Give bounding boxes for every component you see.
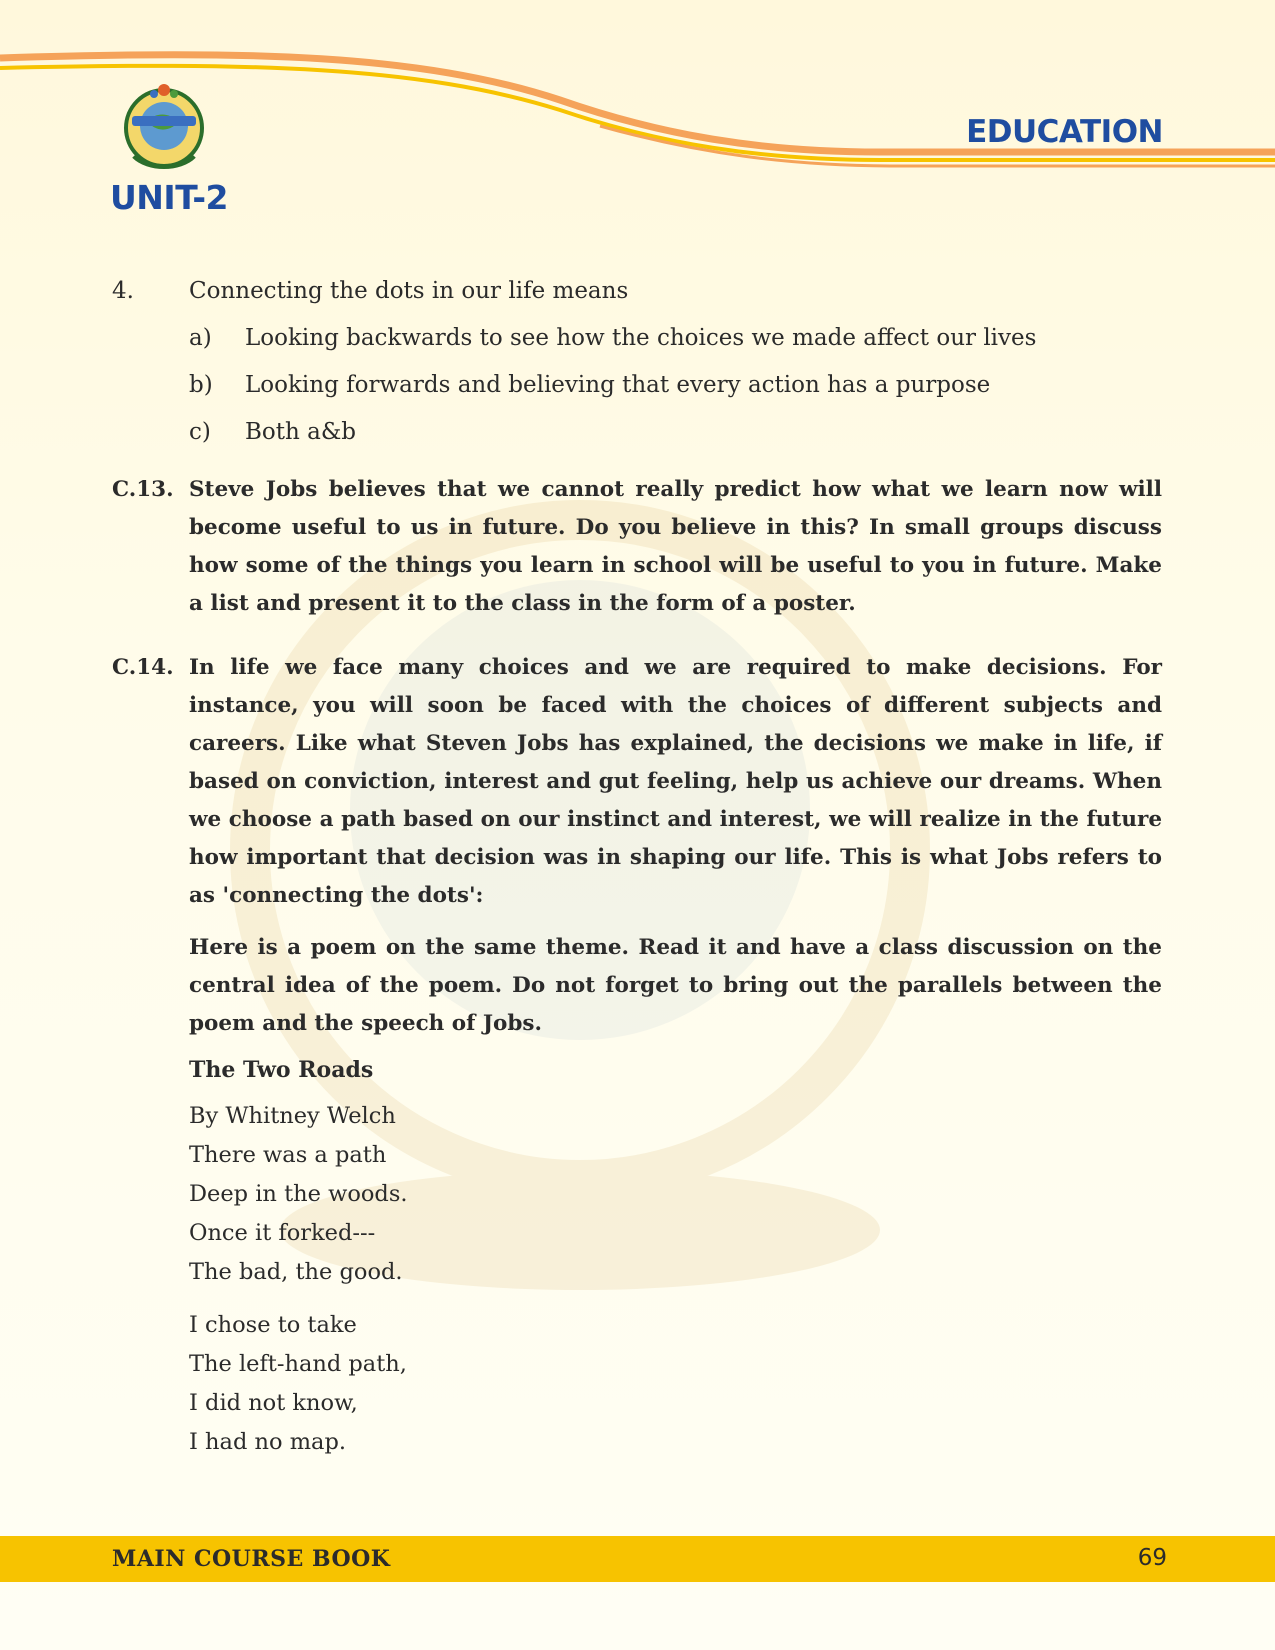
question-4 [112,278,1162,304]
question-number: C.14. [112,655,174,680]
question-instruction: Here is a poem on the same theme. Read it and have a class discussion on the central idea of the poem. Do not forget to bring out the parallels between the poem and the speech of Jobs. [189,935,1162,1036]
poem-stanza-2 [189,1306,1162,1462]
page-content [112,278,1162,1462]
poem-line: I did not know, [189,1390,358,1416]
question-text: In life we face many choices and we are required to make decisions. For instance, you will soon be faced with the choices of different subjects and careers. Like what Steven Jobs has explained, the decisions we make in life, if based on conviction, interest and gut feeling, help us achieve our dreams. When we choose a path based on our instinct and interest, we will realize in the future how important that decision was in shaping our life. This is what Jobs refers to as 'connecting the dots': [189,655,1162,908]
footer-bar [0,1536,1275,1582]
options-list [189,325,1162,445]
question-text: Steve Jobs believes that we cannot really predict how what we learn now will become useful to us in future. Do you believe in this? In small groups discuss how some of the things you learn in school will be useful to you in future. Make a list and present it to the class in the form of a poster. [189,477,1162,616]
option-text: Looking backwards to see how the choices we made affect our lives [245,325,1037,351]
question-text: Connecting the dots in our life means [189,278,629,304]
footer-book-title: MAIN COURSE BOOK [112,1546,391,1572]
question-number: 4. [112,278,134,304]
poem-stanza-1 [189,1097,1162,1292]
page-number: 69 [1137,1545,1167,1571]
poem-line: I had no map. [189,1429,346,1455]
poem-line: Deep in the woods. [189,1181,408,1207]
section-title: EDUCATION [966,114,1163,150]
option-label: c) [189,419,211,445]
option-label: a) [189,325,212,351]
option-label: b) [189,372,213,398]
option-b [189,372,1162,398]
poem-title: The Two Roads [189,1057,374,1083]
poem-line: By Whitney Welch [189,1103,396,1129]
option-text: Both a&b [245,419,357,445]
poem-line: There was a path [189,1142,387,1168]
poem-line: I chose to take [189,1312,357,1338]
poem-line: The bad, the good. [189,1259,403,1285]
option-text: Looking forwards and believing that every action has a purpose [245,372,991,398]
question-number: C.13. [112,477,174,502]
question-c14 [112,649,1162,1462]
poem-line: The left-hand path, [189,1351,407,1377]
poem-line: Once it forked--- [189,1220,376,1246]
unit-title: UNIT-2 [110,178,229,217]
cbse-logo [118,78,210,174]
question-c13 [112,471,1162,623]
option-c [189,419,1162,445]
option-a [189,325,1162,351]
